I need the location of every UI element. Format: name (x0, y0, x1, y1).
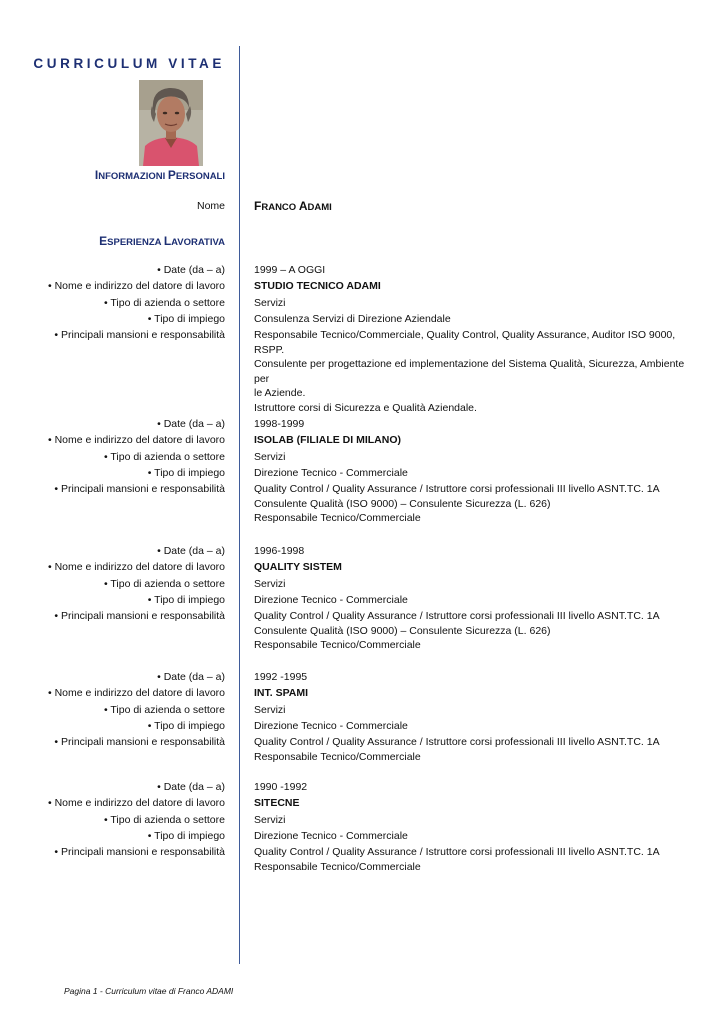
page-footer: Pagina 1 - Curriculum vitae di Franco ADAMI (64, 986, 234, 996)
duties-label: • Principali mansioni e responsabilità (54, 329, 225, 342)
job-type-label: • Tipo di impiego (147, 719, 225, 732)
sector-value: Servizi (254, 703, 286, 716)
employer-label: • Nome e indirizzo del datore di lavoro (47, 561, 225, 574)
name-value (254, 199, 332, 213)
dates-value: 1998-1999 (254, 418, 305, 430)
duty-line: Responsabile Tecnico/Commerciale (254, 639, 421, 652)
document-title: CURRICULUM VITAE (33, 56, 225, 71)
duty-line: Quality Control / Quality Assurance / Istruttore corsi professionali III livello ASNT.TC. 1A (254, 610, 660, 623)
duties-value (254, 327, 686, 415)
employer-value: ISOLAB (FILIALE DI MILANO) (254, 434, 401, 447)
sector-label: • Tipo di azienda o settore (103, 577, 225, 590)
duties-label: • Principali mansioni e responsabilità (54, 846, 225, 859)
duty-line: Responsabile Tecnico/Commerciale (254, 860, 421, 873)
section-heading-personal-text: INFORMAZIONI PERSONALI (94, 168, 225, 182)
duty-line: Istruttore corsi di Sicurezza e Qualità Aziendale. (254, 401, 477, 414)
dates-value: 1996-1998 (254, 545, 305, 557)
employer-value: STUDIO TECNICO ADAMI (254, 280, 381, 293)
employer-label: • Nome e indirizzo del datore di lavoro (47, 280, 225, 293)
duty-line: Responsabile Tecnico/Commerciale (254, 512, 421, 525)
dates-label: • Date (da – a) (157, 781, 225, 793)
dates-label: • Date (da – a) (157, 671, 225, 683)
sector-label: • Tipo di azienda o settore (103, 450, 225, 463)
experience-entry (0, 543, 725, 653)
dates-label: • Date (da – a) (157, 418, 225, 430)
dates-label: • Date (da – a) (157, 545, 225, 557)
duties-label: • Principali mansioni e responsabilità (54, 736, 225, 749)
sector-label: • Tipo di azienda o settore (103, 813, 225, 826)
sector-value: Servizi (254, 450, 286, 463)
employer-value: SITECNE (254, 797, 300, 810)
job-type-value: Direzione Tecnico - Commerciale (254, 593, 408, 606)
experience-entry (0, 416, 725, 526)
name-label: Nome (196, 200, 225, 212)
duties-label: • Principali mansioni e responsabilità (54, 610, 225, 623)
experience-entry (0, 779, 725, 874)
profile-photo (139, 80, 203, 166)
employer-label: • Nome e indirizzo del datore di lavoro (47, 797, 225, 810)
job-type-label: • Tipo di impiego (147, 312, 225, 325)
duties-label: • Principali mansioni e responsabilità (54, 483, 225, 496)
section-heading-personal (95, 168, 225, 182)
sector-label: • Tipo di azienda o settore (103, 296, 225, 309)
job-type-label: • Tipo di impiego (147, 466, 225, 479)
sector-value: Servizi (254, 813, 286, 826)
job-type-label: • Tipo di impiego (147, 829, 225, 842)
section-heading-experience (99, 234, 225, 248)
job-type-value: Direzione Tecnico - Commerciale (254, 466, 408, 479)
section-heading-experience-text: ESPERIENZA LAVORATIVA (99, 234, 225, 248)
duty-line: Responsabile Tecnico/Commerciale, Quality Control, Quality Assurance, Auditor ISO 9000, (254, 329, 676, 342)
sector-label: • Tipo di azienda o settore (103, 703, 225, 716)
duties-value (254, 481, 686, 526)
dates-value: 1990 -1992 (254, 781, 308, 793)
sector-value: Servizi (254, 577, 286, 590)
duties-value (254, 608, 686, 653)
duties-value (254, 844, 686, 874)
dates-value: 1992 -1995 (254, 671, 308, 683)
job-type-value: Direzione Tecnico - Commerciale (254, 829, 408, 842)
employer-value: QUALITY SISTEM (254, 561, 342, 574)
job-type-value: Direzione Tecnico - Commerciale (254, 719, 408, 732)
duty-line: Consulente Qualità (ISO 9000) – Consulente Sicurezza (L. 626) (254, 624, 551, 637)
employer-label: • Nome e indirizzo del datore di lavoro (47, 434, 225, 447)
employer-label: • Nome e indirizzo del datore di lavoro (47, 687, 225, 700)
sector-value: Servizi (254, 296, 286, 309)
duty-line: Quality Control / Quality Assurance / Istruttore corsi professionali III livello ASNT.TC. 1A (254, 483, 660, 496)
duty-line: le Aziende. (254, 387, 306, 400)
name-value-text: FRANCO ADAMI (254, 199, 332, 213)
experience-entry (0, 669, 725, 764)
employer-value: INT. SPAMI (254, 687, 309, 700)
duty-line: Responsabile Tecnico/Commerciale (254, 750, 421, 763)
duty-line: Quality Control / Quality Assurance / Istruttore corsi professionali III livello ASNT.TC. 1A (254, 846, 660, 859)
job-type-label: • Tipo di impiego (147, 593, 225, 606)
duty-line: Consulente per progettazione ed implementazione del Sistema Qualità, Sicurezza, Ambiente per (254, 358, 685, 385)
duty-line: Quality Control / Quality Assurance / Istruttore corsi professionali III livello ASNT.TC. 1A (254, 736, 660, 749)
dates-label: • Date (da – a) (157, 264, 225, 276)
portrait-image (139, 80, 203, 166)
duties-value (254, 734, 686, 764)
job-type-value: Consulenza Servizi di Direzione Aziendale (254, 312, 451, 325)
duty-line: Consulente Qualità (ISO 9000) – Consulente Sicurezza (L. 626) (254, 497, 551, 510)
experience-entry (0, 262, 725, 415)
duty-line: RSPP. (254, 343, 285, 356)
dates-value: 1999 – A OGGI (254, 264, 326, 276)
